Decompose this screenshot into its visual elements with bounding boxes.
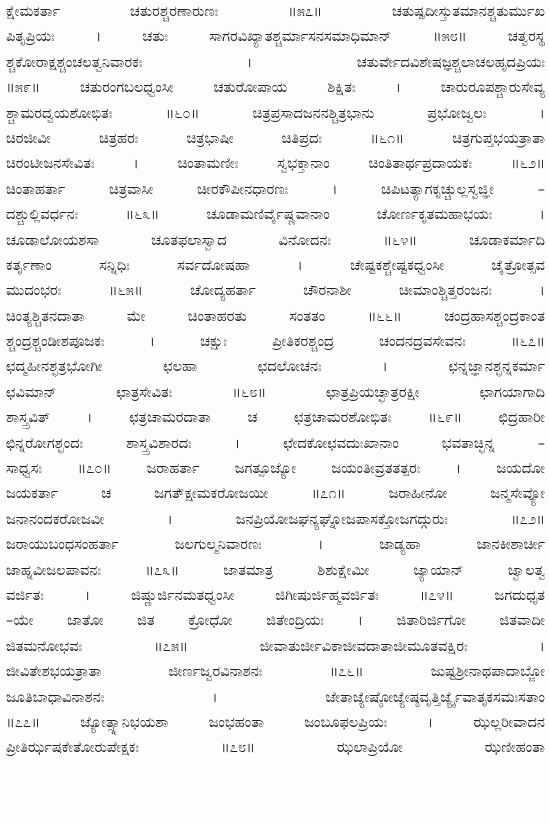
text-line: ಶ್ಚಂದ್ರಶ್ಚಂಡೀಶಪೂಜಕಃ । ಚಕ್ಷುಃ ಪ್ರೀತಿಕರಶ್ಚಂದ್ರ ಚಂದನದ್ರವಸೇವನಃ ॥೬೭॥: [6, 334, 545, 351]
text-line: ಜಾಹ್ನವೀಜಲಪಾವನಃ ॥೭೩॥ ಜಾತಮಾತ್ರ ಶಿಶುಕ್ಷೇಮೀ ಜ್ಯಾಯಾನ್ ಜ್ವಾಲತ್ವ: [6, 562, 545, 579]
text-line: ಚಿರಂಟೀಜನಸೇವಿತಃ । ಚಿಂತಾಮಣೀಃ ಸ್ವಭಕ್ತಾನಾಂ ಚಿಂತಿತಾರ್ಥಪ್ರದಾಯಕಃ ॥೬೨॥: [6, 156, 545, 173]
text-line: ಪ್ರೀತಿರ್ಝಷಕೇತೋರುಪೇಕ್ಷಕಃ ॥೭೮॥ ಝಲಾಪ್ರಿಯೋ ಝಣೀಹಂತಾ: [6, 740, 545, 757]
text-line: ಮುದಂಭರಃ ॥೬೫॥ ಚೋದ್ಯಹರ್ತಾ ಚೌರನಾಶೀ ಚೀಮಾಂಶ್ಚಿತ್ತರಂಜನಃ ।: [6, 283, 545, 300]
text-line: ಜನಾನಂದಕರೋಜವೀ । ಜನಪ್ರಿಯೋಜಘನ್ಯಘ್ನೋಜಪಾಸಕ್ತೋಜಗದ್ಗುರುಃ ॥೭೨॥: [6, 511, 545, 528]
text-line: ಜಿತಮನೋಭವಃ ॥೭೫॥ ಜೀವಾತುರ್ಜೀವಿಕಾಜೀವದಾತಾಜೀಮೂತವಕ್ಷಿರಃ ।: [6, 638, 545, 655]
text-line: ಛಿನ್ನರೋಗಶ್ಛಂದಃ ಶಾಸ್ತ್ರವಿಶಾರದಃ । ಛೇದಕೋಛವದುಃಖಾನಾಂ ಭವತಾಚ್ಛಿನ್ನ –: [6, 435, 545, 452]
stotra-text-block: [6, 0, 545, 762]
text-line: ॥೭೭॥ ಜ್ಯೋತ್ಸ್ನಾನಿಭಯಶಾ ಜಂಭಹಂತಾ ಜಂಬೂಫಲಪ್ರಿಯಃ । ಝಲ್ಲರೀವಾದನ: [6, 714, 545, 731]
text-line: ದಶ್ಚುಲ್ಲಿವರ್ಧನಃ ॥೬೩॥ ಚೂಡಾಮಣಿರ್ವೈಷ್ಣವಾನಾಂ ಚೋರ್ಣಕೃತಮಹಾಭಯಃ ।: [6, 207, 545, 224]
text-line: ॥೫೯॥ ಚತುರಂಗಬಲಧ್ವಂಸೀ ಚತುರೋಪಾಯ ಶಿಕ್ಷಿತಃ । ಚಾರುರೂಪಶ್ಚಾರುಸೇವ್ಯ: [6, 80, 545, 97]
text-line: ಚೂಡಾಲೋಯಶಸಾ ಚೂತಫಲಾಸ್ವಾದ ವಿನೋದನಃ ॥೬೪॥ ಚೂಡಾಕರ್ಮಾದಿ: [6, 232, 545, 249]
text-line: ಜಯಕರ್ತಾ ಚ ಜಗತ್ಕ್ಷೇಮಕರೋಜಯೀ ॥೭೧॥ ಜರಾಹೀನೋ ಜನ್ಮಸೇವ್ಯೋ: [6, 486, 545, 503]
text-line: ಸಾಧ್ವಸಃ ॥೭೦॥ ಜರಾಹರ್ತಾ ಜಗತ್ಪೂಜ್ಯೋ ಜಯಂತೀವ್ರತತತ್ಪರಃ । ಜಯದೋ: [6, 461, 545, 478]
text-line: ಜೂತಿಬಾಧಾವಿನಾಶನಃ । ಜೇತಾಜ್ಯೇಷ್ಠೋಜ್ಯೇಷ್ಠವೃತ್ತಿರ್ಜ್ಯೈವಾತೃಕಸಮಃಸತಾಂ: [6, 689, 545, 706]
text-line: ಕ್ಷೇಮಕರ್ತಾ ಚತುರಶ್ಚರಣಾರುಣಃ ॥೫೭॥ ಚತುಷ್ಪದೀಸ್ತುತಮಾನಶ್ಚತುರ್ಮುಖ: [6, 4, 545, 20]
text-line: ಜರಾಯುಬಂಧಸಂಹರ್ತಾ ಜಲಗುಲ್ಮನಿವಾರಣಃ । ಜಾಡ್ಯಹಾ ಜಾನಕೀಶಾರ್ಚೀ: [6, 537, 545, 554]
text-line: ಶಾಸ್ತ್ರವಿತ್ । ಛತ್ರಚಾಮರದಾತಾ ಚ ಛತ್ರಚಾಮರಶೋಭಿತಃ ॥೬೯॥ ಛಿದ್ರಹಾರೀ: [6, 410, 545, 427]
text-line: ಶ್ಚಾಮರದ್ವಯಶೋಭಿತಃ ॥೬೦॥ ಚಿತ್ರಪ್ರಸಾದಜನನಶ್ಚಿತ್ರಭಾನು ಪ್ರಭೋಜ್ವಲಃ ।: [6, 105, 545, 122]
text-line: ಪಿತೃಪ್ರಿಯಃ । ಚತುಃ ಸಾಗರವಿಖ್ಯಾತಶ್ಚರ್ಮಾಸನಸಮಾಧಿಮಾನ್ ॥೫೮॥ ಚತ್ವರಸ್ಥ: [6, 29, 545, 46]
text-line: ಚಿರಜೀವೀ ಚಿತ್ರಹರಃ ಚಿತ್ರಭಾಷೀ ಚಿತಿಪ್ರದಃ ॥೬೧॥ ಚಿತ್ರಗುಪ್ತಭಯತ್ರಾತಾ: [6, 130, 545, 147]
text-line: ಚಿಂತಾಹರ್ತಾ ಚಿತ್ರವಾಸೀ ಚೀರಕೌಪೀನಧಾರಣಃ । ಚಿಪಿಟತ್ಯಾಗಕೃಚ್ಚುಲ್ಲಸ್ವಜ್ಞೀ –: [6, 181, 545, 198]
text-line: ಚಿಂತ್ಯಶ್ಚಿತನದಾತಾ ಮೇ ಚಿಂತಾಹರತು ಸಂತತಂ ॥೬೬॥ ಚಂದ್ರಹಾಸಶ್ಚಂದ್ರಕಾಂತ: [6, 308, 545, 325]
text-line: ಕರ್ತೃಣಾಂ ಸನ್ನಿಧಿಃ ಸರ್ವದೋಷಹಾ । ಚೇಷ್ಟಕಶ್ಚೇಷ್ಟಕಧ್ವಂಸೀ ಚೈತ್ರೋತ್ಸವ: [6, 257, 545, 274]
text-line: ವರ್ಜಿತಃ । ಜಿಷ್ಣುರ್ಜಿನಮತಧ್ವಂಸೀ ಜಿಗೀಷುರ್ಜಿಹ್ಮವರ್ಜಿತಃ ॥೭೪॥ ಜಗದುಧೃತ: [6, 587, 545, 604]
text-line: ಛದ್ಮಹೀನಶ್ಛತ್ರಭೋಗೀ ಛಲಹಾ ಛದಲೋಚನಃ । ಛನ್ನಜ್ಞಾನಶ್ಛನ್ನಕರ್ಮಾ: [6, 359, 545, 376]
text-line: ಶ್ಚಕೋರಾಕ್ಷಶ್ಚಂಚಲತ್ವನಿವಾರಕಃ । ಚತುರ್ವೇದವಿಶೇಷಜ್ಞಶ್ಚಲಾಚಲಹೃದಪ್ರಿಯಃ: [6, 54, 545, 71]
text-line: –ಯೇ ಜಾತೋ ಜಿತ ಕ್ರೋಧೋ ಜಿತೇಂದ್ರಿಯಃ । ಜಿತಾರಿರ್ಜಿಗೋ ಜಿತವಾದೀ: [6, 613, 545, 630]
text-line: ಛವಿಮಾನ್ ಛಾತ್ರಸೇವಿತಃ ॥೬೮॥ ಛಾತ್ರಪ್ರಿಯಚ್ಛಾತ್ರರಕ್ಷೀ ಛಾಗಯಾಗಾದಿ: [6, 384, 545, 401]
text-line: ಜೀವಿತೇಶಭಯತ್ರಾತಾ ಜೀರ್ಣಜ್ವರವಿನಾಶನಃ ॥೭೬॥ ಜುಷ್ಟಶ್ರೀನಾಥಪಾದಾಬ್ಜೋ: [6, 664, 545, 681]
